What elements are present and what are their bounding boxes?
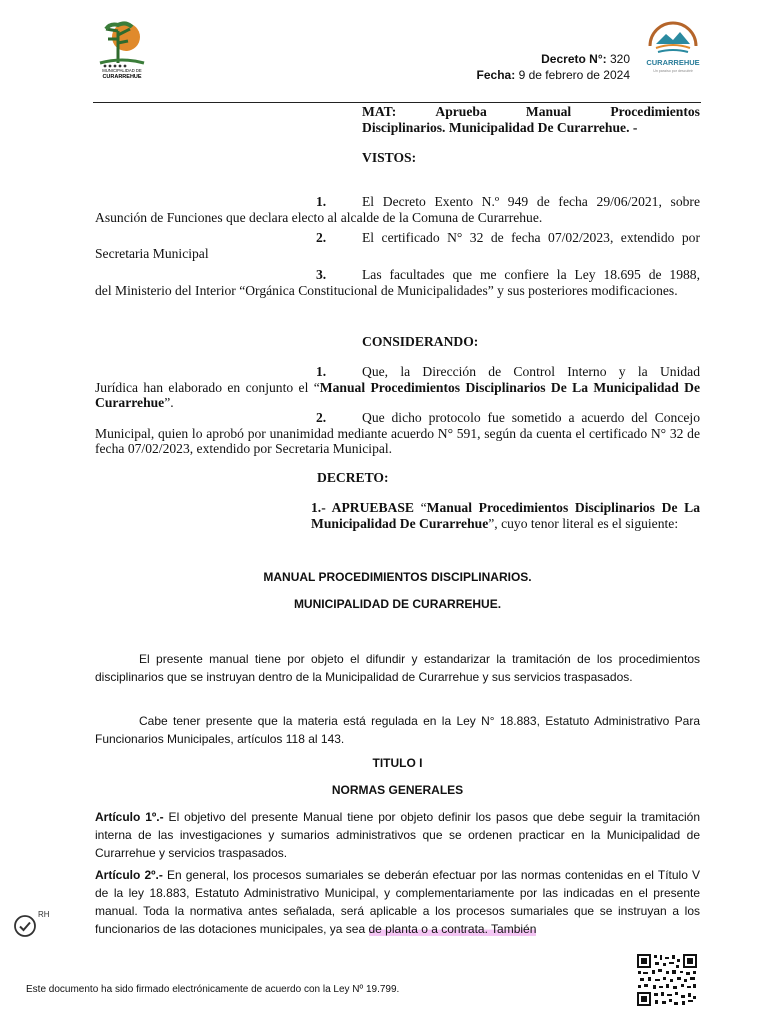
visto-item [95, 267, 700, 298]
svg-text:CURARREHUE: CURARREHUE [646, 58, 700, 67]
header-divider [93, 102, 701, 103]
considerando-item [95, 364, 700, 411]
item-number: 1. [316, 194, 327, 209]
visto-item [95, 194, 700, 225]
item-text-rest: Municipal, quien lo aprobó por unanimidad mediante acuerdo N° 591, según da cuenta el certificado N° 32 de fecha 07/02/2023, extendido por Secretaria Municipal. [95, 425, 700, 457]
quote-open: “ [413, 500, 427, 515]
item-text-end: ”. [164, 395, 174, 411]
item-text: Que dicho protocolo fue sometido a acuerdo del Concejo [362, 410, 700, 425]
article-label: Artículo 1º.- [95, 810, 164, 824]
manual-name: Manual Procedimientos Disciplinarios De La Municipalidad De Curarrehue [311, 500, 701, 531]
item-text-rest: Jurídica han elaborado en conjunto el “ [95, 379, 320, 395]
decree-number [520, 52, 630, 66]
item-text-rest: Secretaria Municipal [95, 245, 209, 261]
highlighted-text: de planta o a contrata. También [368, 922, 537, 936]
item-text: Las facultades que me confiere la Ley 18.695 de 1988, [362, 267, 700, 282]
intro-paragraph: Cabe tener presente que la materia está regulada en la Ley N° 18.883, Estatuto Administrativo Para Funcionarios Municipales, artículos 118 al 143. [95, 714, 700, 746]
decree-value: 320 [609, 52, 630, 66]
date-value: 9 de febrero de 2024 [518, 68, 630, 82]
considerando-heading: CONSIDERANDO: [362, 334, 479, 349]
titulo-heading: TITULO I [372, 756, 423, 770]
vistos-heading: VISTOS: [362, 150, 417, 165]
mat-word: Aprueba [435, 104, 487, 119]
item-number: 2. [316, 410, 327, 425]
item-number: 2. [316, 230, 327, 245]
curarrehue-brand-logo [642, 20, 704, 78]
item-number: 1. [316, 364, 327, 379]
item-number: 3. [316, 267, 327, 282]
signature-check-icon [13, 914, 37, 938]
decree-date [420, 68, 630, 82]
article-text: El objetivo del presente Manual tiene por objeto definir los pasos que debe seguir la tramitación interna de las investigaciones y sumarios administrativos que se ordenen practicar en la Municipalidad de Curarrehue y servicios traspasados. [95, 810, 700, 860]
article-2 [95, 866, 700, 938]
qr-code-icon [636, 953, 698, 1007]
svg-text:MUNICIPALIDAD DE: MUNICIPALIDAD DE [102, 68, 142, 73]
decreto-lead: 1.- APRUEBASE [311, 500, 414, 515]
article-text: En general, los procesos sumariales se deberán efectuar por las normas contenidas en el Título V de la ley 18.883, Estatuto Administrativo Municipal, y complementariamente por las indicadas en el presente manual. Toda la normativa antes señalada, será aplicable a los procesos sumariales que se instruyan a los funcionarios de las dotaciones municipales, ya sea [95, 868, 700, 936]
manual-title: MANUAL PROCEDIMIENTOS DISCIPLINARIOS. [263, 570, 532, 584]
mat-label: MAT: [362, 104, 397, 119]
signer-initials: RH [38, 910, 50, 919]
mat-line2: Disciplinarios. Municipalidad De Curarrehue. - [362, 119, 638, 135]
manual-name: Manual Procedimientos Disciplinarios De La Municipalidad De Curarrehue [95, 379, 701, 411]
mat-word: Manual [525, 104, 572, 119]
decreto-heading: DECRETO: [317, 470, 389, 485]
normas-heading: NORMAS GENERALES [331, 783, 464, 797]
article-label: Artículo 2º.- [95, 868, 163, 882]
item-text: El Decreto Exento N.º 949 de fecha 29/06/2021, sobre [362, 194, 700, 209]
mat-block [362, 104, 700, 135]
svg-text:CURARREHUE: CURARREHUE [102, 74, 142, 79]
decreto-item [95, 500, 700, 531]
article-1 [95, 808, 700, 862]
intro-paragraph: El presente manual tiene por objeto el difundir y estandarizar la tramitación de los procedimientos disciplinarios que se instruyan dentro de la Municipalidad de Curarrehue y sus servicios traspasados. [95, 652, 700, 684]
visto-item [95, 230, 700, 261]
decreto-text: ”, cuyo tenor literal es el siguiente: [488, 515, 679, 531]
item-text: Que, la Dirección de Control Interno y la Unidad [362, 364, 700, 379]
date-label: Fecha: [476, 68, 516, 82]
considerando-item [95, 410, 700, 457]
decree-label: Decreto N°: [541, 52, 607, 66]
manual-subtitle: MUNICIPALIDAD DE CURARREHUE. [293, 597, 502, 611]
item-text: El certificado N° 32 de fecha 07/02/2023, extendido por [362, 230, 700, 245]
svg-text:Un paraíso por descubrir: Un paraíso por descubrir [653, 69, 693, 73]
municipalidad-logo [96, 17, 148, 79]
mat-word: Procedimientos [610, 104, 700, 119]
item-text-rest: del Ministerio del Interior “Orgánica Constitucional de Municipalidades” y sus posteriores modificaciones. [95, 282, 678, 298]
item-text-rest: Asunción de Funciones que declara electo al alcalde de la Comuna de Curarrehue. [95, 209, 543, 225]
electronic-signature-note: Este documento ha sido firmado electrónicamente de acuerdo con la Ley Nº 19.799. [26, 984, 400, 995]
